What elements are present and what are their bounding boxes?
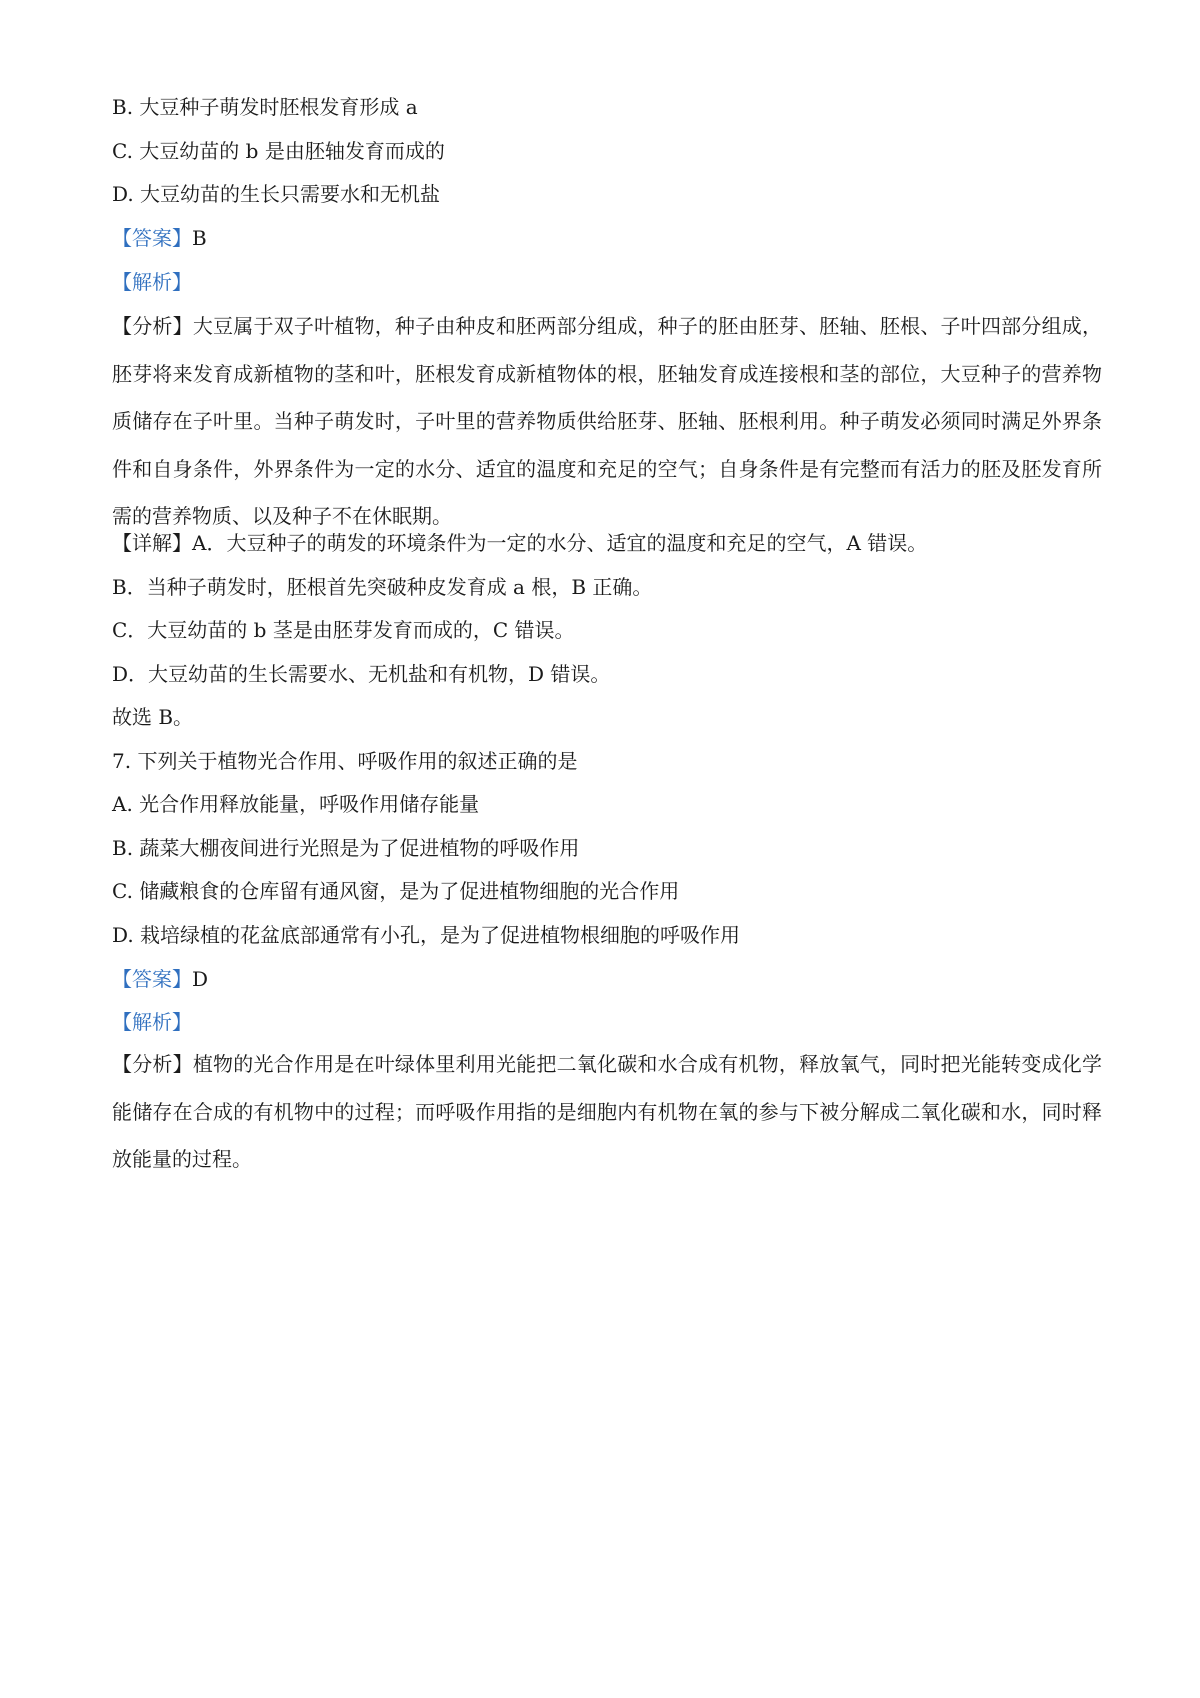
analysis-text: 大豆属于双子叶植物，种子由种皮和胚两部分组成，种子的胚由胚芽、胚轴、胚根、子叶四部分组成，胚芽将来发育成新植物的茎和叶，胚根发育成新植物体的根，胚轴发育成连接根和茎的部位，大豆种子的营养物质储存在子叶里。当种子萌发时，子叶里的营养物质供给胚芽、胚轴、胚根利用。种子萌发必须同时满足外界条件和自身条件，外界条件为一定的水分、适宜的温度和充足的空气；自身条件是有完整而有活力的胚及胚发育所需的营养物质、以及种子不在休眠期。 (112, 314, 1103, 528)
q6-analysis-paragraph (112, 303, 1102, 541)
q6-answer (112, 224, 1102, 252)
answer-value: B (192, 226, 207, 250)
q7-option-d: D. 栽培绿植的花盆底部通常有小孔，是为了促进植物根细胞的呼吸作用 (112, 923, 741, 947)
q6-option-b: B. 大豆种子萌发时胚根发育形成 a (112, 95, 418, 119)
detail-a-text: A．大豆种子的萌发的环境条件为一定的水分、适宜的温度和充足的空气，A 错误。 (192, 531, 928, 555)
detail-label: 【详解】 (112, 531, 192, 555)
analysis-label: 【分析】 (112, 1052, 193, 1076)
q7-analysis-heading (112, 1008, 1102, 1036)
answer-tag: 【答案】 (112, 967, 192, 991)
q6-detail-c: C．大豆幼苗的 b 茎是由胚芽发育而成的，C 错误。 (112, 618, 575, 642)
answer-tag: 【答案】 (112, 226, 192, 250)
q6-conclusion: 故选 B。 (112, 705, 194, 729)
q7-option-b: B. 蔬菜大棚夜间进行光照是为了促进植物的呼吸作用 (112, 836, 580, 860)
analysis-tag: 【解析】 (112, 1010, 192, 1034)
q6-option-c: C. 大豆幼苗的 b 是由胚轴发育而成的 (112, 139, 445, 163)
q7-analysis-paragraph (112, 1041, 1102, 1184)
q7-option-a: A. 光合作用释放能量，呼吸作用储存能量 (112, 792, 480, 816)
q6-detail-b: B．当种子萌发时，胚根首先突破种皮发育成 a 根，B 正确。 (112, 575, 653, 599)
answer-value: D (192, 967, 209, 991)
q6-option-d: D. 大豆幼苗的生长只需要水和无机盐 (112, 182, 441, 206)
analysis-tag: 【解析】 (112, 270, 192, 294)
analysis-text: 植物的光合作用是在叶绿体里利用光能把二氧化碳和水合成有机物，释放氧气，同时把光能转变成化学能储存在合成的有机物中的过程；而呼吸作用指的是细胞内有机物在氧的参与下被分解成二氧化碳和水，同时释放能量的过程。 (112, 1052, 1103, 1171)
q7-stem: 7. 下列关于植物光合作用、呼吸作用的叙述正确的是 (112, 749, 578, 773)
q6-analysis-heading (112, 268, 1102, 296)
q7-option-c: C. 储藏粮食的仓库留有通风窗，是为了促进植物细胞的光合作用 (112, 879, 680, 903)
q6-detail-a (112, 529, 1102, 557)
q7-answer (112, 965, 1102, 993)
q6-detail-d: D．大豆幼苗的生长需要水、无机盐和有机物，D 错误。 (112, 662, 611, 686)
analysis-label: 【分析】 (112, 314, 193, 338)
